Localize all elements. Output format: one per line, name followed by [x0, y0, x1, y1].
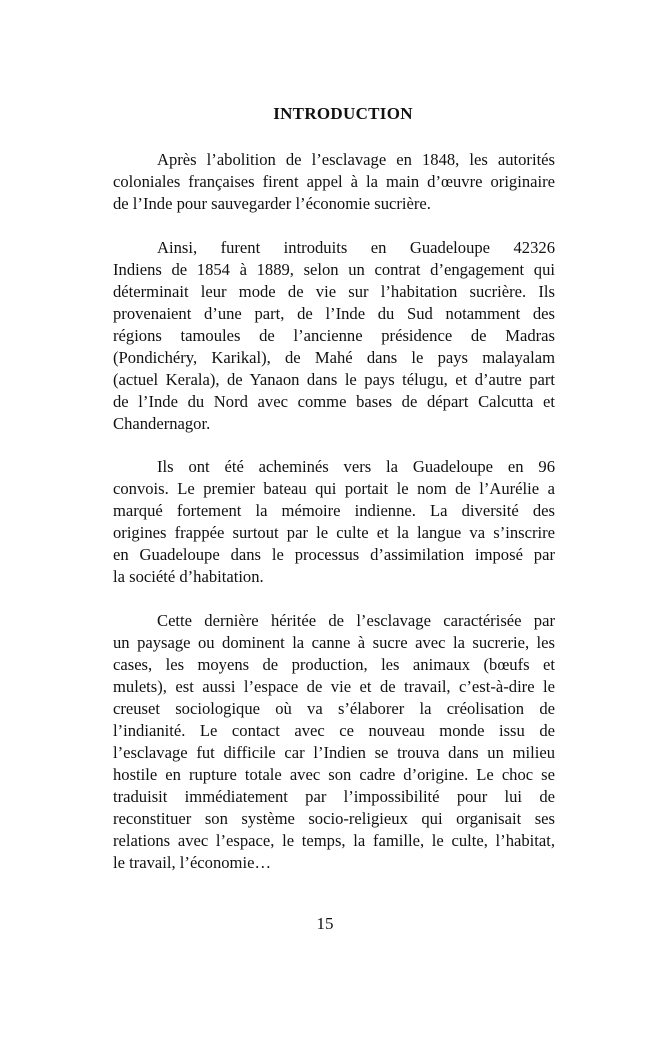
text-line: coloniales françaises firent appel à la main d’œuvre originaire: [113, 172, 555, 191]
text-line: le travail, l’économie…: [113, 852, 272, 872]
text-line: relations avec l’espace, le temps, la famille, le culte, l’habitat,: [113, 830, 555, 850]
text-line: marqué fortement la mémoire indienne. La diversité des: [113, 501, 555, 520]
text-line: hostile en rupture totale avec son cadre d’origine. Le choc se: [113, 764, 555, 784]
chapter-title: INTRODUCTION: [273, 104, 413, 123]
paragraph: [113, 456, 555, 588]
text-line: mulets), est aussi l’espace de vie et de travail, c’est-à-dire le: [113, 676, 555, 696]
text-line: en Guadeloupe dans le processus d’assimilation imposé par: [113, 545, 555, 564]
text-line: cases, les moyens de production, les animaux (bœufs et: [113, 654, 555, 674]
text-line: convois. Le premier bateau qui portait le nom de l’Aurélie a: [113, 479, 555, 498]
text-line: reconstituer son système socio-religieux qui organisait ses: [113, 808, 555, 828]
text-line: déterminait leur mode de vie sur l’habitation sucrière. Ils: [113, 281, 555, 301]
text-line: (Pondichéry, Karikal), de Mahé dans le pays malayalam: [113, 347, 555, 367]
text-line: Chandernagor.: [113, 413, 211, 433]
text-line: (actuel Kerala), de Yanaon dans le pays télugu, et d’autre part: [113, 369, 555, 389]
text-line: Indiens de 1854 à 1889, selon un contrat d’engagement qui: [113, 259, 555, 279]
text-line: de l’Inde pour sauvegarder l’économie sucrière.: [113, 194, 431, 213]
text-line: l’esclavage fut difficile car l’Indien se trouva dans un milieu: [113, 742, 555, 762]
text-line: un paysage ou dominent la canne à sucre avec la sucrerie, les: [113, 632, 555, 652]
text-line: Ainsi, furent introduits en Guadeloupe 42326: [157, 237, 555, 257]
paragraph: [113, 237, 555, 435]
text-line: de l’Inde du Nord avec comme bases de départ Calcutta et: [113, 391, 555, 411]
text-line: Après l’abolition de l’esclavage en 1848, les autorités: [157, 150, 555, 169]
text-line: provenaient d’une part, de l’Inde du Sud notamment des: [113, 303, 555, 323]
paragraph: [113, 610, 555, 874]
text-line: Cette dernière héritée de l’esclavage caractérisée par: [157, 610, 555, 630]
text-line: l’indianité. Le contact avec ce nouveau monde issu de: [113, 720, 555, 740]
paragraph: [113, 149, 555, 215]
text-line: creuset sociologique où va s’élaborer la créolisation de: [113, 698, 555, 718]
body-text: [113, 149, 555, 895]
text-line: origines frappée surtout par le culte et la langue va s’inscrire: [113, 523, 555, 542]
text-line: la société d’habitation.: [113, 567, 264, 586]
page-number: 15: [316, 914, 334, 933]
text-line: Ils ont été acheminés vers la Guadeloupe en 96: [157, 457, 555, 476]
text-line: régions tamoules de l’ancienne présidence de Madras: [113, 325, 555, 345]
text-line: traduisit immédiatement par l’impossibilité pour lui de: [113, 786, 555, 806]
